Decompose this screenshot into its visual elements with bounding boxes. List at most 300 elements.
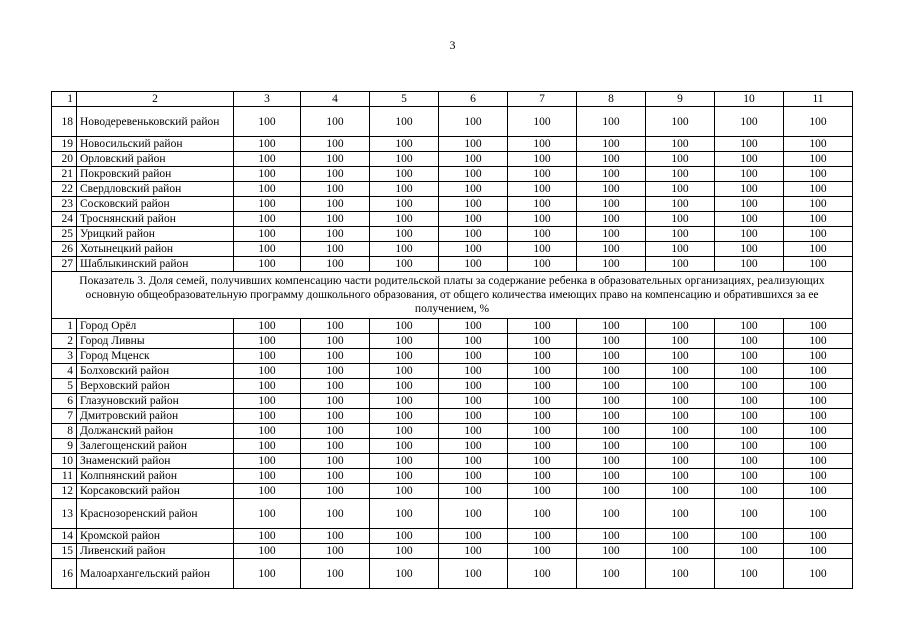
value-cell: 100 [715,364,784,379]
value-cell: 100 [715,319,784,334]
value-cell: 100 [301,454,370,469]
value-cell: 100 [577,167,646,182]
district-name-cell: Болховский район [77,364,234,379]
value-cell: 100 [715,349,784,364]
value-cell: 100 [301,227,370,242]
district-name-cell: Корсаковский район [77,484,234,499]
value-cell: 100 [370,544,439,559]
value-cell: 100 [784,334,853,349]
value-cell: 100 [370,334,439,349]
value-cell: 100 [715,167,784,182]
value-cell: 100 [784,484,853,499]
table-row [52,107,853,137]
value-cell: 100 [439,394,508,409]
value-cell: 100 [646,424,715,439]
district-name-cell: Орловский район [77,152,234,167]
value-cell: 100 [234,559,301,589]
value-cell: 100 [784,152,853,167]
district-name-cell: Новосильский район [77,137,234,152]
value-cell: 100 [370,499,439,529]
value-cell: 100 [577,242,646,257]
value-cell: 100 [508,394,577,409]
table-row [52,424,853,439]
row-number-cell: 2 [52,334,77,349]
value-cell: 100 [577,529,646,544]
value-cell: 100 [439,409,508,424]
value-cell: 100 [439,182,508,197]
column-number-cell: 9 [646,92,715,107]
value-cell: 100 [234,242,301,257]
district-name-cell: Город Орёл [77,319,234,334]
value-cell: 100 [301,319,370,334]
value-cell: 100 [439,107,508,137]
value-cell: 100 [234,499,301,529]
column-number-cell: 5 [370,92,439,107]
value-cell: 100 [508,182,577,197]
district-name-cell: Новодеревеньковский район [77,107,234,137]
table-row [52,469,853,484]
value-cell: 100 [370,137,439,152]
value-cell: 100 [577,484,646,499]
value-cell: 100 [646,559,715,589]
value-cell: 100 [234,349,301,364]
value-cell: 100 [508,242,577,257]
value-cell: 100 [784,394,853,409]
table-row [52,529,853,544]
district-name-cell: Троснянский район [77,212,234,227]
value-cell: 100 [577,379,646,394]
value-cell: 100 [646,394,715,409]
value-cell: 100 [370,424,439,439]
value-cell: 100 [577,227,646,242]
value-cell: 100 [301,197,370,212]
value-cell: 100 [577,257,646,272]
district-name-cell: Колпнянский район [77,469,234,484]
value-cell: 100 [234,394,301,409]
value-cell: 100 [646,319,715,334]
value-cell: 100 [439,197,508,212]
table-row [52,167,853,182]
value-cell: 100 [715,394,784,409]
value-cell: 100 [715,137,784,152]
value-cell: 100 [370,227,439,242]
value-cell: 100 [234,454,301,469]
value-cell: 100 [646,137,715,152]
district-name-cell: Сосковский район [77,197,234,212]
value-cell: 100 [715,439,784,454]
value-cell: 100 [370,212,439,227]
value-cell: 100 [577,197,646,212]
value-cell: 100 [577,319,646,334]
value-cell: 100 [301,257,370,272]
value-cell: 100 [784,529,853,544]
value-cell: 100 [370,107,439,137]
value-cell: 100 [370,182,439,197]
table-row [52,257,853,272]
value-cell: 100 [508,257,577,272]
value-cell: 100 [715,409,784,424]
value-cell: 100 [370,319,439,334]
value-cell: 100 [370,152,439,167]
value-cell: 100 [646,349,715,364]
value-cell: 100 [234,544,301,559]
value-cell: 100 [234,107,301,137]
value-cell: 100 [370,364,439,379]
value-cell: 100 [234,319,301,334]
column-number-cell: 2 [77,92,234,107]
value-cell: 100 [370,394,439,409]
value-cell: 100 [439,167,508,182]
value-cell: 100 [370,469,439,484]
district-name-cell: Глазуновский район [77,394,234,409]
indicator-table [51,91,853,589]
indicator-caption-row [52,272,853,319]
value-cell: 100 [439,499,508,529]
value-cell: 100 [577,334,646,349]
value-cell: 100 [508,107,577,137]
row-number-cell: 18 [52,107,77,137]
value-cell: 100 [370,559,439,589]
table-row [52,544,853,559]
table-row [52,394,853,409]
value-cell: 100 [301,137,370,152]
row-number-cell: 19 [52,137,77,152]
value-cell: 100 [301,152,370,167]
row-number-cell: 14 [52,529,77,544]
table-row [52,227,853,242]
row-number-cell: 15 [52,544,77,559]
value-cell: 100 [301,529,370,544]
value-cell: 100 [301,212,370,227]
value-cell: 100 [715,242,784,257]
value-cell: 100 [508,167,577,182]
value-cell: 100 [370,529,439,544]
value-cell: 100 [784,544,853,559]
value-cell: 100 [784,242,853,257]
value-cell: 100 [508,529,577,544]
value-cell: 100 [439,379,508,394]
value-cell: 100 [508,197,577,212]
value-cell: 100 [508,334,577,349]
value-cell: 100 [577,394,646,409]
value-cell: 100 [370,484,439,499]
district-name-cell: Краснозоренский район [77,499,234,529]
value-cell: 100 [301,469,370,484]
value-cell: 100 [508,484,577,499]
value-cell: 100 [715,379,784,394]
value-cell: 100 [508,454,577,469]
value-cell: 100 [439,469,508,484]
value-cell: 100 [577,212,646,227]
value-cell: 100 [784,499,853,529]
value-cell: 100 [301,379,370,394]
value-cell: 100 [715,529,784,544]
table-row [52,334,853,349]
value-cell: 100 [234,197,301,212]
value-cell: 100 [784,227,853,242]
value-cell: 100 [646,334,715,349]
column-number-cell: 10 [715,92,784,107]
value-cell: 100 [234,152,301,167]
page-number: 3 [449,38,456,52]
value-cell: 100 [577,107,646,137]
value-cell: 100 [784,454,853,469]
value-cell: 100 [646,167,715,182]
value-cell: 100 [784,364,853,379]
value-cell: 100 [508,152,577,167]
value-cell: 100 [715,257,784,272]
value-cell: 100 [646,499,715,529]
row-number-cell: 11 [52,469,77,484]
value-cell: 100 [784,349,853,364]
value-cell: 100 [715,424,784,439]
district-name-cell: Дмитровский район [77,409,234,424]
table-row [52,379,853,394]
value-cell: 100 [508,212,577,227]
value-cell: 100 [646,242,715,257]
value-cell: 100 [577,499,646,529]
value-cell: 100 [301,484,370,499]
table-row [52,439,853,454]
value-cell: 100 [577,152,646,167]
district-name-cell: Должанский район [77,424,234,439]
row-number-cell: 4 [52,364,77,379]
column-number-row [52,92,853,107]
table-row [52,559,853,589]
row-number-cell: 16 [52,559,77,589]
value-cell: 100 [577,182,646,197]
table-row [52,137,853,152]
row-number-cell: 22 [52,182,77,197]
column-number-cell: 6 [439,92,508,107]
value-cell: 100 [439,364,508,379]
value-cell: 100 [784,107,853,137]
value-cell: 100 [301,559,370,589]
value-cell: 100 [508,137,577,152]
value-cell: 100 [301,107,370,137]
value-cell: 100 [508,439,577,454]
district-name-cell: Верховский район [77,379,234,394]
value-cell: 100 [715,212,784,227]
value-cell: 100 [784,559,853,589]
row-number-cell: 7 [52,409,77,424]
value-cell: 100 [577,424,646,439]
value-cell: 100 [577,454,646,469]
table-row [52,197,853,212]
value-cell: 100 [508,227,577,242]
value-cell: 100 [508,499,577,529]
district-name-cell: Залегощенский район [77,439,234,454]
value-cell: 100 [715,334,784,349]
value-cell: 100 [784,197,853,212]
column-number-cell: 4 [301,92,370,107]
value-cell: 100 [234,257,301,272]
value-cell: 100 [439,484,508,499]
value-cell: 100 [577,409,646,424]
value-cell: 100 [646,544,715,559]
value-cell: 100 [577,349,646,364]
column-number-cell: 1 [52,92,77,107]
row-number-cell: 9 [52,439,77,454]
value-cell: 100 [646,469,715,484]
value-cell: 100 [784,469,853,484]
value-cell: 100 [370,349,439,364]
value-cell: 100 [715,182,784,197]
row-number-cell: 3 [52,349,77,364]
row-number-cell: 25 [52,227,77,242]
value-cell: 100 [784,379,853,394]
value-cell: 100 [577,469,646,484]
value-cell: 100 [301,334,370,349]
row-number-cell: 21 [52,167,77,182]
district-name-cell: Шаблыкинский район [77,257,234,272]
value-cell: 100 [370,167,439,182]
row-number-cell: 10 [52,454,77,469]
value-cell: 100 [301,499,370,529]
value-cell: 100 [234,212,301,227]
value-cell: 100 [715,227,784,242]
value-cell: 100 [301,424,370,439]
row-number-cell: 27 [52,257,77,272]
value-cell: 100 [439,227,508,242]
value-cell: 100 [508,409,577,424]
value-cell: 100 [439,349,508,364]
value-cell: 100 [784,182,853,197]
column-number-cell: 3 [234,92,301,107]
value-cell: 100 [577,439,646,454]
table-row [52,499,853,529]
value-cell: 100 [234,469,301,484]
value-cell: 100 [784,167,853,182]
value-cell: 100 [234,227,301,242]
value-cell: 100 [508,379,577,394]
value-cell: 100 [301,349,370,364]
value-cell: 100 [234,364,301,379]
row-number-cell: 13 [52,499,77,529]
value-cell: 100 [715,544,784,559]
value-cell: 100 [715,499,784,529]
value-cell: 100 [234,409,301,424]
value-cell: 100 [508,424,577,439]
row-number-cell: 20 [52,152,77,167]
value-cell: 100 [301,364,370,379]
value-cell: 100 [508,364,577,379]
value-cell: 100 [508,544,577,559]
value-cell: 100 [646,439,715,454]
value-cell: 100 [439,319,508,334]
value-cell: 100 [646,107,715,137]
table-row [52,319,853,334]
value-cell: 100 [234,379,301,394]
value-cell: 100 [439,334,508,349]
value-cell: 100 [646,152,715,167]
value-cell: 100 [784,439,853,454]
value-cell: 100 [646,227,715,242]
value-cell: 100 [508,349,577,364]
row-number-cell: 26 [52,242,77,257]
district-name-cell: Свердловский район [77,182,234,197]
value-cell: 100 [301,242,370,257]
value-cell: 100 [301,544,370,559]
value-cell: 100 [370,439,439,454]
value-cell: 100 [577,544,646,559]
value-cell: 100 [715,454,784,469]
district-name-cell: Урицкий район [77,227,234,242]
value-cell: 100 [646,364,715,379]
value-cell: 100 [715,484,784,499]
row-number-cell: 5 [52,379,77,394]
value-cell: 100 [234,484,301,499]
value-cell: 100 [439,439,508,454]
table-row [52,454,853,469]
table-row [52,242,853,257]
value-cell: 100 [646,379,715,394]
row-number-cell: 1 [52,319,77,334]
value-cell: 100 [439,454,508,469]
value-cell: 100 [370,409,439,424]
value-cell: 100 [301,182,370,197]
value-cell: 100 [715,469,784,484]
district-name-cell: Покровский район [77,167,234,182]
value-cell: 100 [439,152,508,167]
value-cell: 100 [439,544,508,559]
value-cell: 100 [784,137,853,152]
value-cell: 100 [234,334,301,349]
value-cell: 100 [784,319,853,334]
district-name-cell: Город Ливны [77,334,234,349]
district-name-cell: Город Мценск [77,349,234,364]
value-cell: 100 [646,484,715,499]
value-cell: 100 [646,182,715,197]
value-cell: 100 [508,559,577,589]
district-name-cell: Хотынецкий район [77,242,234,257]
value-cell: 100 [646,529,715,544]
value-cell: 100 [234,137,301,152]
value-cell: 100 [508,469,577,484]
row-number-cell: 12 [52,484,77,499]
value-cell: 100 [577,137,646,152]
value-cell: 100 [715,107,784,137]
value-cell: 100 [508,319,577,334]
value-cell: 100 [439,137,508,152]
value-cell: 100 [234,167,301,182]
table-row [52,364,853,379]
value-cell: 100 [715,559,784,589]
value-cell: 100 [234,529,301,544]
value-cell: 100 [646,257,715,272]
value-cell: 100 [439,212,508,227]
row-number-cell: 23 [52,197,77,212]
value-cell: 100 [439,559,508,589]
district-name-cell: Ливенский район [77,544,234,559]
table-row [52,182,853,197]
row-number-cell: 8 [52,424,77,439]
value-cell: 100 [784,409,853,424]
value-cell: 100 [784,424,853,439]
district-name-cell: Малоархангельский район [77,559,234,589]
value-cell: 100 [439,242,508,257]
district-name-cell: Кромской район [77,529,234,544]
table-row [52,152,853,167]
table-row [52,349,853,364]
column-number-cell: 8 [577,92,646,107]
value-cell: 100 [715,152,784,167]
row-number-cell: 6 [52,394,77,409]
district-name-cell: Знаменский район [77,454,234,469]
value-cell: 100 [370,242,439,257]
value-cell: 100 [234,439,301,454]
value-cell: 100 [439,424,508,439]
